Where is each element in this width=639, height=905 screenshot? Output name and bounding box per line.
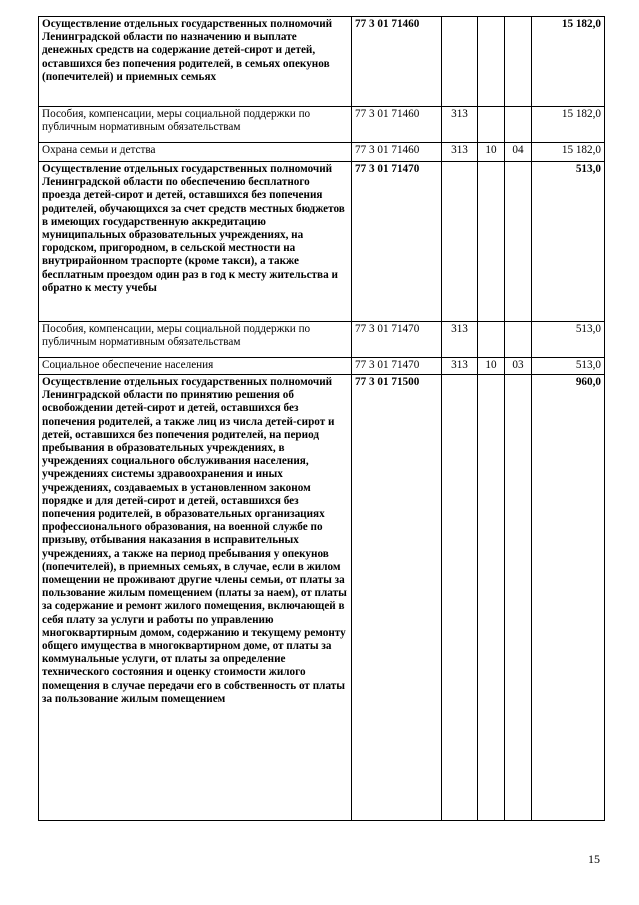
- target-code-cell: 77 3 01 71470: [352, 322, 442, 358]
- row-name-cell: Пособия, компенсации, меры социальной поддержки по публичным нормативным обязательствам: [39, 107, 352, 143]
- sum-cell: 960,0: [532, 375, 605, 821]
- section-cell: [478, 322, 505, 358]
- section-cell: [478, 162, 505, 322]
- target-code-cell: 77 3 01 71460: [352, 143, 442, 162]
- page-number: 15: [588, 852, 600, 866]
- subsection-cell: 04: [505, 143, 532, 162]
- expense-type-cell: [442, 17, 478, 107]
- table-row: [39, 358, 605, 375]
- table-row: [39, 107, 605, 143]
- expense-type-cell: 313: [442, 358, 478, 375]
- section-cell: 10: [478, 358, 505, 375]
- target-code-cell: 77 3 01 71460: [352, 17, 442, 107]
- row-name-cell: Осуществление отдельных государственных полномочий Ленинградской области по принятию решения об освобождении детей-сирот и детей, оставшихся без попечения родителей, а также лиц из числа детей-сирот и детей, оставшихся без попечения родителей, на период пребывания в образовательных учреждениях, в учреждениях социального обслуживания населения, учреждениях системы здравоохранения и иных учреждениях, создаваемых в установленном законом порядке и для детей-сирот и детей, оставшихся без попечения родителей, в образовательных организациях профессионального образования, на военной службе по призыву, отбывания наказания в исправительных учреждениях, а также на период пребывания у опекунов (попечителей), в приемных семьях, в случае, если в жилом помещении не проживают другие члены семьи, от платы за пользование жилым помещением (платы за наем), от платы за содержание и ремонт жилого помещения, включающей в себя плату за услуги и работы по управлению многоквартирным домом, содержанию и текущему ремонту общего имущества в многоквартирном доме, от платы за коммунальные услуги, от платы за определение технического состояния и оценку стоимости жилого помещения в случае передачи его в собственность от платы за пользование жилым помещением: [39, 375, 352, 821]
- section-cell: [478, 375, 505, 821]
- sum-cell: 15 182,0: [532, 143, 605, 162]
- sum-cell: 513,0: [532, 358, 605, 375]
- sum-cell: 513,0: [532, 322, 605, 358]
- table-body: [39, 17, 605, 821]
- target-code-cell: 77 3 01 71470: [352, 162, 442, 322]
- sum-cell: 15 182,0: [532, 17, 605, 107]
- row-name-cell: Осуществление отдельных государственных полномочий Ленинградской области по назначению и выплате денежных средств на содержание детей-сирот и детей, оставшихся без попечения родителей, в семьях опекунов (попечителей) и приемных семьях: [39, 17, 352, 107]
- row-name-cell: Пособия, компенсации, меры социальной поддержки по публичным нормативным обязательствам: [39, 322, 352, 358]
- sum-cell: 513,0: [532, 162, 605, 322]
- section-cell: [478, 107, 505, 143]
- expense-type-cell: 313: [442, 143, 478, 162]
- table-row: [39, 375, 605, 821]
- table-row: [39, 143, 605, 162]
- row-name-cell: Осуществление отдельных государственных полномочий Ленинградской области по обеспечению бесплатного проезда детей-сирот и детей, оставшихся без попечения родителей, обучающихся за счет средств местных бюджетов в имеющих государственную аккредитацию муниципальных образовательных учреждениях, на городском, пригородном, в сельской местности на внутрирайонном траспорте (кроме такси), а также бесплатным проездом один раз в год к месту жительства и обратно к месту учебы: [39, 162, 352, 322]
- expense-type-cell: [442, 162, 478, 322]
- target-code-cell: 77 3 01 71470: [352, 358, 442, 375]
- target-code-cell: 77 3 01 71460: [352, 107, 442, 143]
- target-code-cell: 77 3 01 71500: [352, 375, 442, 821]
- section-cell: 10: [478, 143, 505, 162]
- budget-table: [38, 16, 605, 821]
- table-row: [39, 162, 605, 322]
- row-name-cell: Охрана семьи и детства: [39, 143, 352, 162]
- expense-type-cell: 313: [442, 107, 478, 143]
- subsection-cell: [505, 322, 532, 358]
- subsection-cell: [505, 162, 532, 322]
- section-cell: [478, 17, 505, 107]
- table-row: [39, 17, 605, 107]
- sum-cell: 15 182,0: [532, 107, 605, 143]
- subsection-cell: [505, 375, 532, 821]
- subsection-cell: 03: [505, 358, 532, 375]
- expense-type-cell: [442, 375, 478, 821]
- subsection-cell: [505, 17, 532, 107]
- table-row: [39, 322, 605, 358]
- expense-type-cell: 313: [442, 322, 478, 358]
- subsection-cell: [505, 107, 532, 143]
- row-name-cell: Социальное обеспечение населения: [39, 358, 352, 375]
